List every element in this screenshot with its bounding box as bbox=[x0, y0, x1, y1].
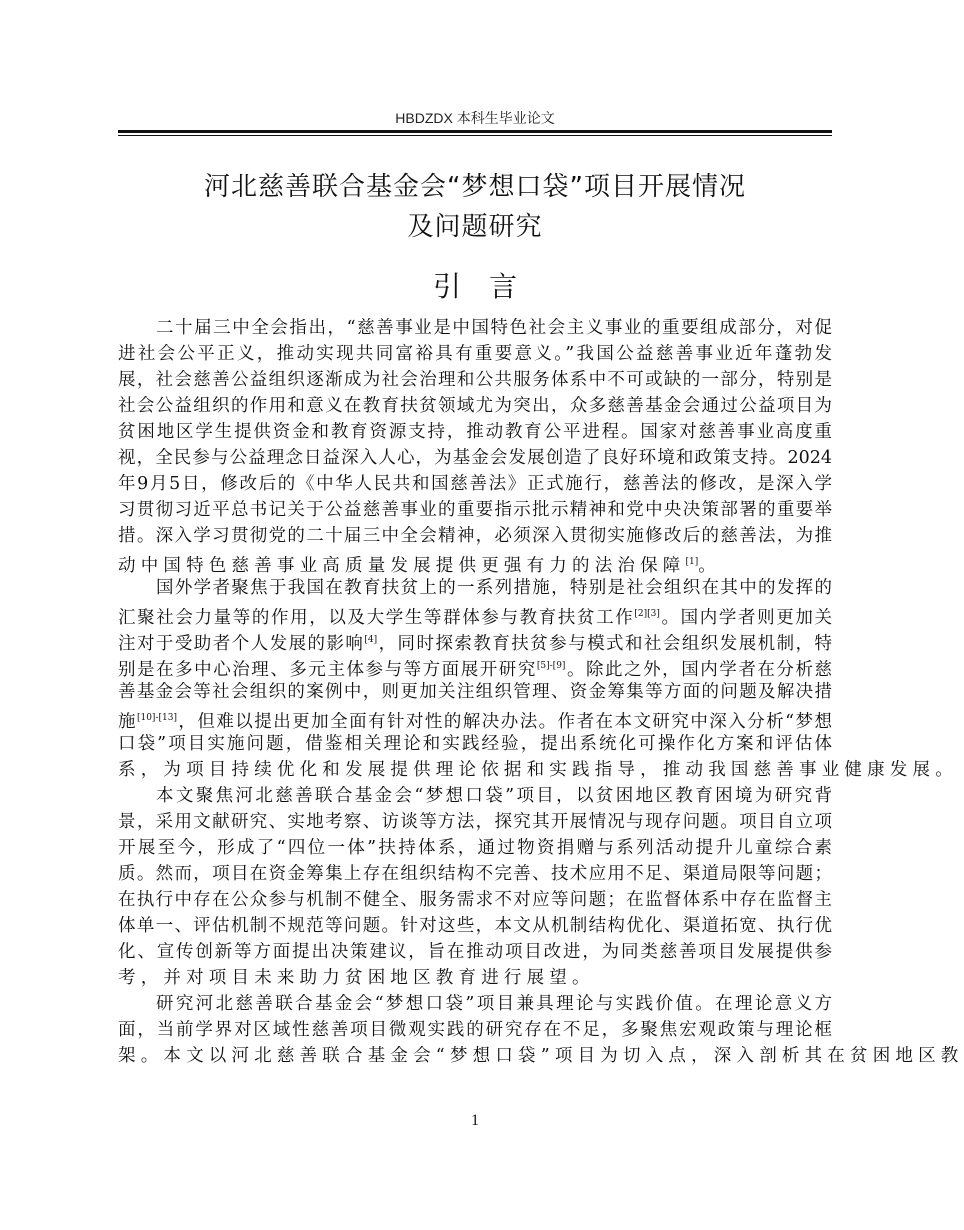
paragraph-line: 年9月5日，修改后的《中华人民共和国慈善法》正式施行，慈善法的修改，是深入学 bbox=[118, 474, 832, 494]
paragraph-line: 动中国特色慈善事业高质量发展提供更强有力的法治保障[1]。 bbox=[118, 555, 721, 576]
section-heading-char: 言 bbox=[489, 270, 518, 303]
thesis-title-line-1: 河北慈善联合基金会“梦想口袋”项目开展情况 bbox=[204, 172, 746, 202]
paragraph-line: 社会公益组织的作用和意义在教育扶贫领域尤为突出，众多慈善基金会通过公益项目为 bbox=[118, 396, 832, 416]
paragraph-line: 展，社会慈善公益组织逐渐成为社会治理和公共服务体系中不可或缺的一部分，特别是 bbox=[118, 370, 832, 390]
paragraph-line: 考，并对项目未来助力贫困地区教育进行展望。 bbox=[118, 968, 595, 988]
paragraph-line: 质。然而，项目在资金筹集上存在组织结构不完善、技术应用不足、渠道局限等问题； bbox=[118, 864, 832, 884]
citation-marker: [5]-[9] bbox=[536, 661, 566, 671]
paragraph-line: 开展至今，形成了“四位一体”扶持体系，通过物资捐赠与系列活动提升儿童综合素 bbox=[118, 838, 832, 858]
paragraph-line: 贫困地区学生提供资金和教育资源支持，推动教育公平进程。国家对慈善事业高度重 bbox=[118, 422, 832, 442]
body-text bbox=[118, 315, 964, 1069]
paragraph-line: 汇聚社会力量等的作用，以及大学生等群体参与教育扶贫工作[2][3]。国内学者则更加关 bbox=[118, 607, 832, 628]
paragraph-line: 视，全民参与公益理念日益深入人心，为基金会发展创造了良好环境和政策支持。2024 bbox=[118, 448, 832, 468]
paragraph-line: 措。深入学习贯彻党的二十届三中全会精神，必须深入贯彻实施修改后的慈善法，为推 bbox=[118, 526, 832, 546]
citation-marker: [4] bbox=[364, 635, 378, 645]
paragraph bbox=[118, 783, 832, 991]
paragraph-line: 研究河北慈善联合基金会“梦想口袋”项目兼具理论与实践价值。在理论意义方 bbox=[156, 994, 832, 1014]
thesis-title-line-2: 及问题研究 bbox=[407, 212, 543, 242]
running-header: HBDZDX 本科生毕业论文 bbox=[395, 110, 555, 126]
paragraph-line: 景，采用文献研究、实地考察、访谈等方法，探究其开展情况与现存问题。项目自立项 bbox=[118, 812, 832, 832]
paragraph-line: 进社会公平正义，推动实现共同富裕具有重要意义。”我国公益慈善事业近年蓬勃发 bbox=[118, 344, 832, 364]
page-number: 1 bbox=[471, 1112, 479, 1129]
paragraph-line: 本文聚焦河北慈善联合基金会“梦想口袋”项目，以贫困地区教育困境为研究背 bbox=[156, 786, 832, 806]
paragraph-line: 系，为项目持续优化和发展提供理论依据和实践指导，推动我国慈善事业健康发展。 bbox=[118, 760, 958, 780]
citation-marker: [2][3] bbox=[634, 609, 660, 619]
citation-marker: [10]-[13] bbox=[136, 713, 177, 723]
paragraph-line: 习贯彻习近平总书记关于公益慈善事业的重要指示批示精神和党中央决策部署的重要举 bbox=[118, 500, 832, 520]
paragraph-line: 国外学者聚焦于我国在教育扶贫上的一系列措施，特别是社会组织在其中的发挥的 bbox=[156, 578, 832, 598]
paragraph-line: 面，当前学界对区域性慈善项目微观实践的研究存在不足，多聚焦宏观政策与理论框 bbox=[118, 1020, 832, 1040]
paragraph-line: 架。本文以河北慈善联合基金会“梦想口袋”项目为切入点，深入剖析其在贫困地区教 bbox=[118, 1046, 964, 1066]
header-rule-thick bbox=[118, 130, 832, 133]
paragraph-line: 二十届三中全会指出，“慈善事业是中国特色社会主义事业的重要组成部分，对促 bbox=[156, 318, 832, 338]
paragraph-line: 施[10]-[13]，但难以提出更加全面有针对性的解决办法。作者在本文研究中深入分析“梦想 bbox=[118, 711, 832, 732]
paragraph-line: 体单一、评估机制不规范等问题。针对这些，本文从机制结构优化、渠道拓宽、执行优 bbox=[118, 916, 832, 936]
citation-marker: [1] bbox=[685, 557, 699, 567]
paragraph-line: 别是在多中心治理、多元主体参与等方面展开研究[5]-[9]。除此之外，国内学者在分析慈 bbox=[118, 659, 833, 680]
section-heading-char: 引 bbox=[432, 270, 461, 303]
header-rule-thin bbox=[118, 135, 832, 136]
section-heading-introduction bbox=[118, 265, 832, 305]
paragraph-line: 口袋”项目实施问题，借鉴相关理论和实践经验，提出系统化可操作化方案和评估体 bbox=[118, 734, 832, 754]
paragraph-line: 善基金会等社会组织的案例中，则更加关注组织管理、资金筹集等方面的问题及解决措 bbox=[118, 682, 832, 702]
paragraph bbox=[118, 991, 964, 1069]
paragraph bbox=[118, 315, 832, 575]
paragraph-line: 化、宣传创新等方面提出决策建议，旨在推动项目改进，为同类慈善项目发展提供参 bbox=[118, 942, 832, 962]
paragraph bbox=[118, 575, 958, 783]
paragraph-line: 注对于受助者个人发展的影响[4]，同时探索教育扶贫参与模式和社会组织发展机制，特 bbox=[118, 633, 833, 654]
paragraph-line: 在执行中存在公众参与机制不健全、服务需求不对应等问题；在监督体系中存在监督主 bbox=[118, 890, 832, 910]
thesis-title bbox=[118, 167, 832, 247]
